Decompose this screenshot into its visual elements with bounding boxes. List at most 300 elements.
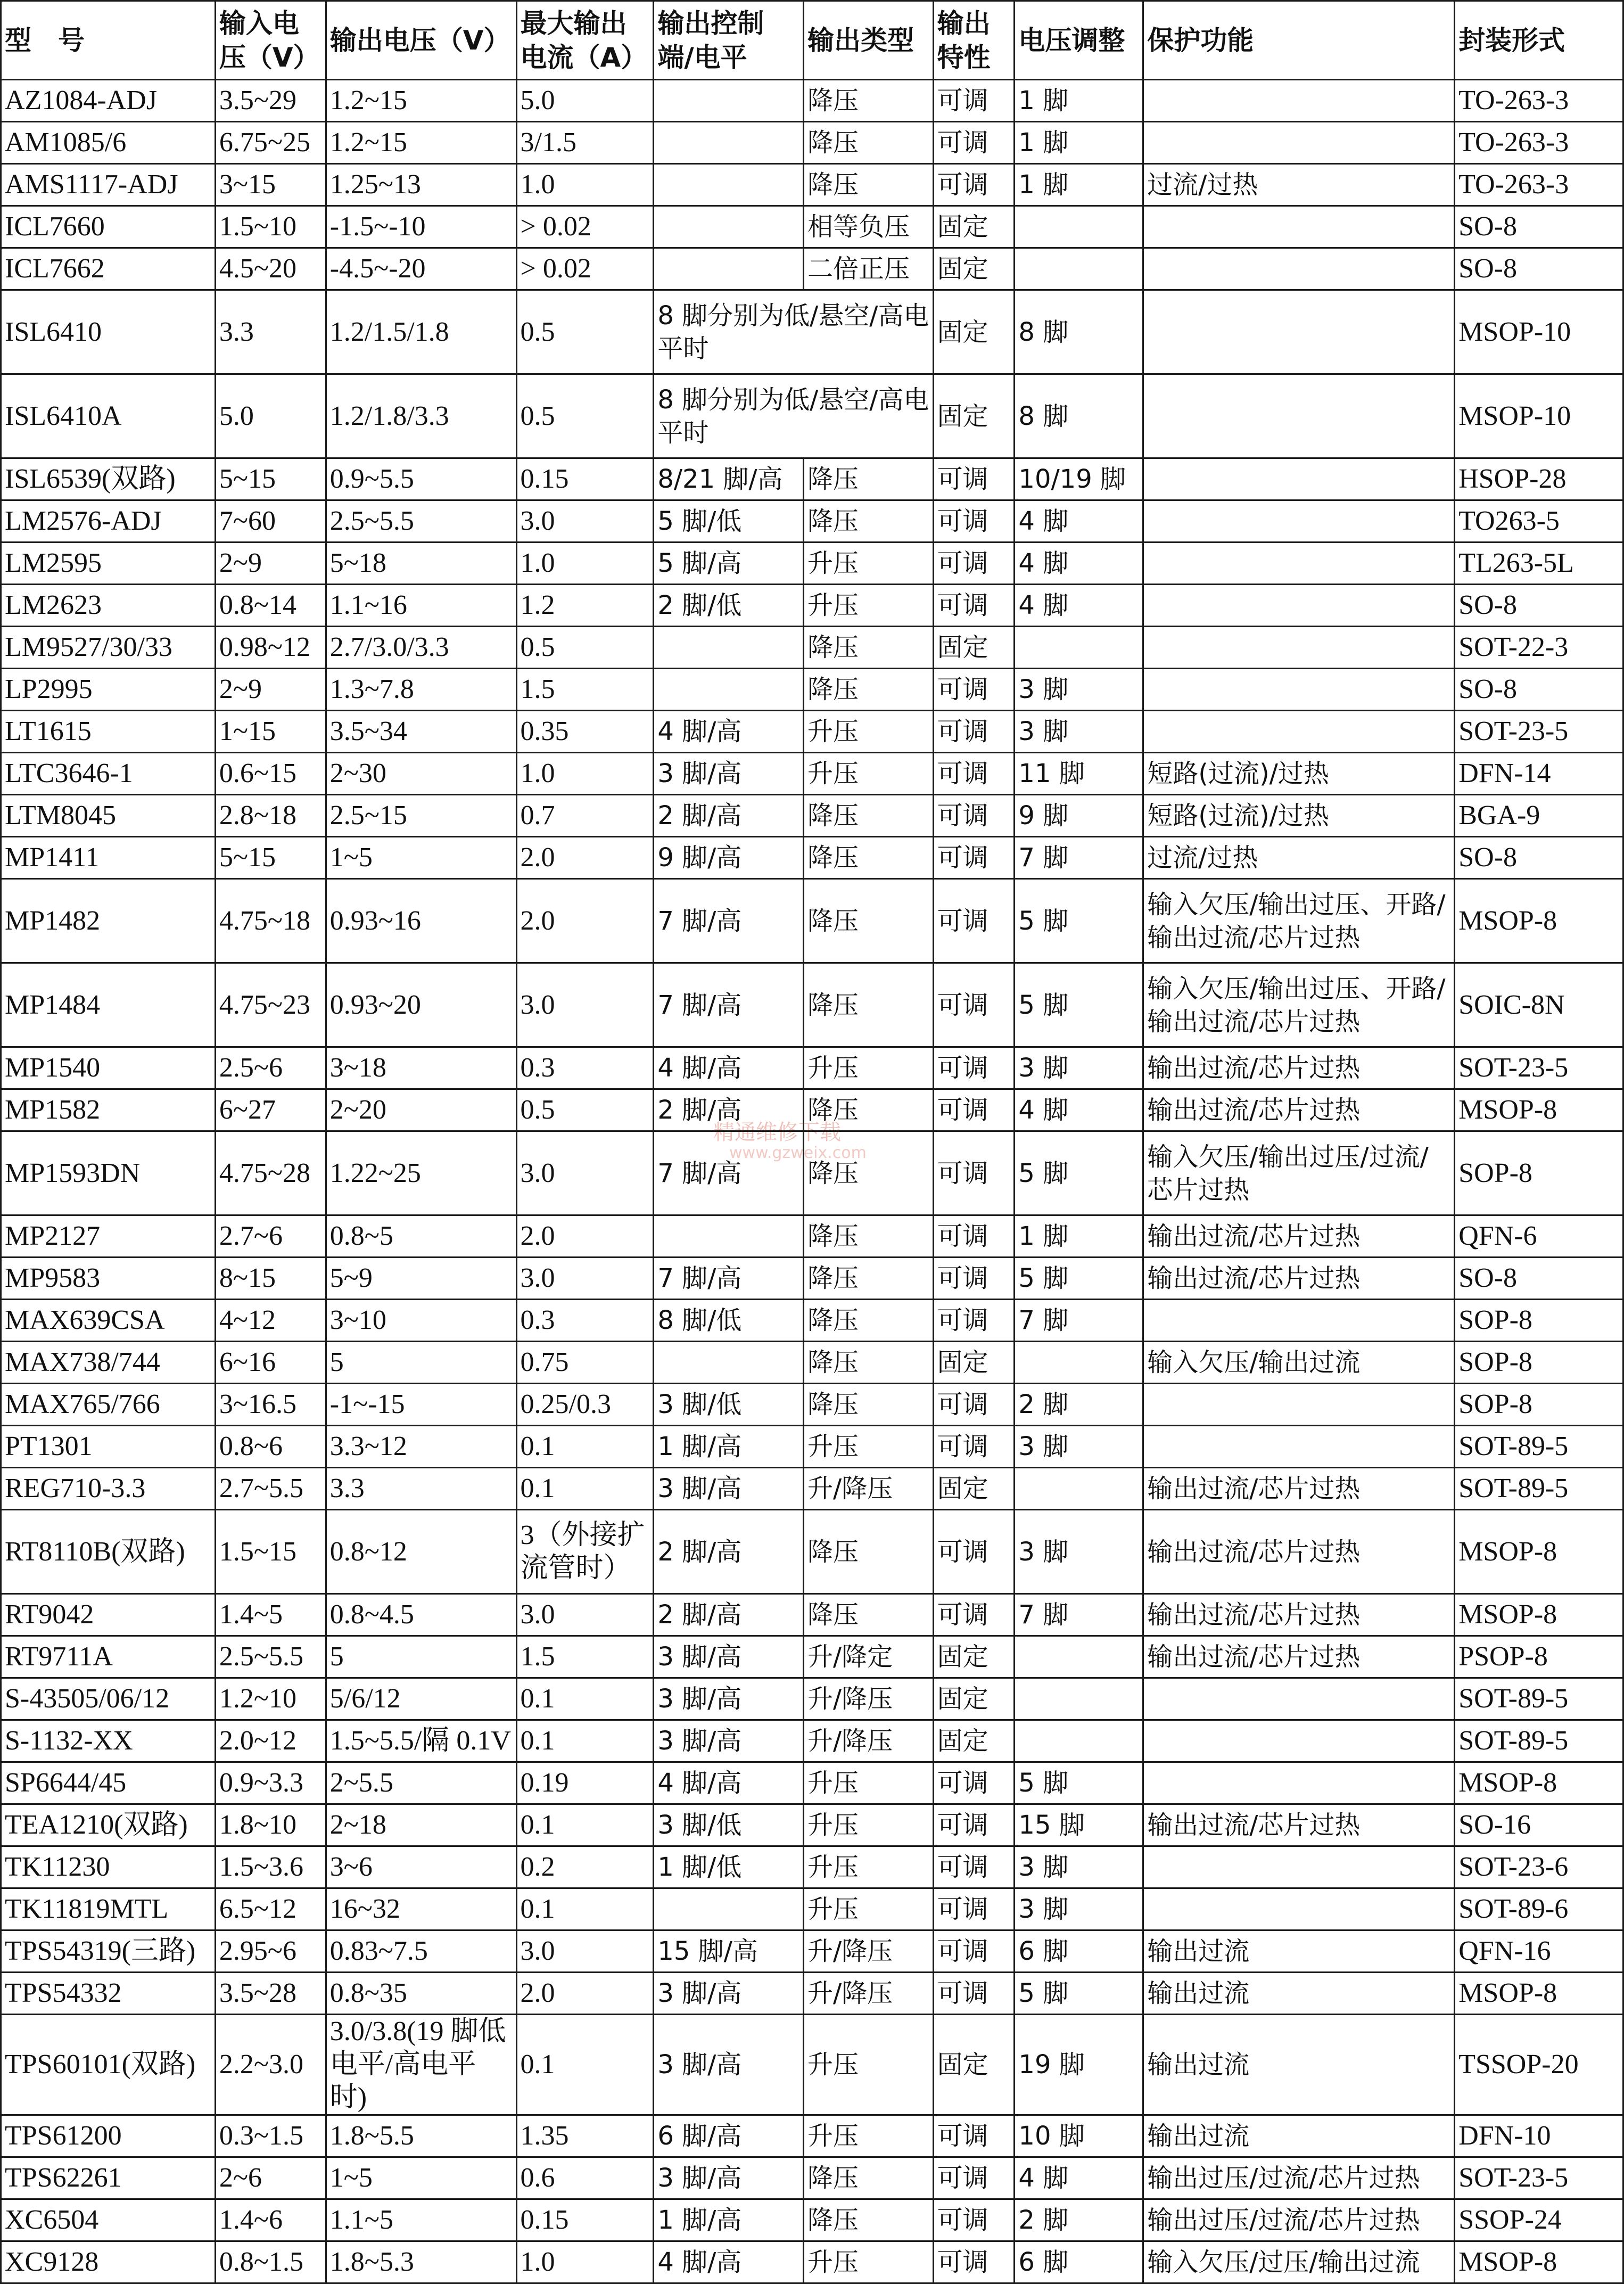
cell-vout: 1.1~5 xyxy=(326,2199,516,2241)
cell-type: 降压 xyxy=(803,627,933,669)
cell-vin: 3.5~29 xyxy=(215,80,326,122)
cell-vout: 2.5~15 xyxy=(326,795,516,837)
table-row xyxy=(1,1089,1623,1131)
cell-model: LM2595 xyxy=(1,543,216,585)
cell-char: 可调 xyxy=(933,1930,1015,1973)
cell-vin: 4~12 xyxy=(215,1300,326,1342)
cell-type: 升/降压 xyxy=(803,1930,933,1973)
cell-vin: 6.75~25 xyxy=(215,122,326,164)
cell-pkg: MSOP-8 xyxy=(1455,1089,1623,1131)
cell-prot xyxy=(1143,374,1455,458)
cell-model: TEA1210(双路) xyxy=(1,1804,216,1846)
cell-model: S-43505/06/12 xyxy=(1,1678,216,1720)
table-row xyxy=(1,585,1623,627)
cell-prot xyxy=(1143,206,1455,248)
cell-char: 固定 xyxy=(933,374,1015,458)
cell-imax: 1.5 xyxy=(516,669,654,711)
cell-adj: 3 脚 xyxy=(1015,1510,1143,1594)
cell-type: 降压 xyxy=(803,500,933,543)
table-row xyxy=(1,1510,1623,1594)
cell-prot: 输出过压/过流/芯片过热 xyxy=(1143,2199,1455,2241)
cell-char: 可调 xyxy=(933,1762,1015,1804)
header-imax: 最大输出电流（A） xyxy=(516,1,654,80)
cell-imax: 0.15 xyxy=(516,458,654,500)
cell-ctrl: 1 脚/高 xyxy=(654,1426,804,1468)
cell-adj xyxy=(1015,1342,1143,1384)
cell-adj xyxy=(1015,1720,1143,1762)
cell-prot xyxy=(1143,585,1455,627)
cell-ctrl: 2 脚/低 xyxy=(654,585,804,627)
cell-vin: 6~27 xyxy=(215,1089,326,1131)
cell-char: 可调 xyxy=(933,837,1015,879)
cell-prot xyxy=(1143,248,1455,290)
cell-adj: 8 脚 xyxy=(1015,374,1143,458)
cell-type: 升压 xyxy=(803,1047,933,1089)
table-row xyxy=(1,1973,1623,2015)
cell-vout: 3.3 xyxy=(326,1468,516,1510)
table-row xyxy=(1,2157,1623,2199)
cell-vin: 1.4~6 xyxy=(215,2199,326,2241)
cell-vin: 4.75~28 xyxy=(215,1131,326,1215)
cell-type: 降压 xyxy=(803,837,933,879)
cell-model: REG710-3.3 xyxy=(1,1468,216,1510)
cell-imax: 1.5 xyxy=(516,1636,654,1678)
cell-char: 固定 xyxy=(933,1342,1015,1384)
cell-pkg: SOT-89-5 xyxy=(1455,1720,1623,1762)
table-row xyxy=(1,1762,1623,1804)
cell-pkg: MSOP-8 xyxy=(1455,1510,1623,1594)
cell-ctrl xyxy=(654,1215,804,1258)
cell-type: 升压 xyxy=(803,753,933,795)
cell-vout: 0.93~16 xyxy=(326,879,516,963)
cell-vout: 1.5~5.5/隔 0.1V xyxy=(326,1720,516,1762)
cell-adj: 15 脚 xyxy=(1015,1804,1143,1846)
cell-ctrl: 3 脚/高 xyxy=(654,2015,804,2115)
cell-model: ISL6410A xyxy=(1,374,216,458)
cell-pkg: SOT-23-6 xyxy=(1455,1846,1623,1888)
cell-char: 固定 xyxy=(933,290,1015,374)
cell-prot: 输出过流 xyxy=(1143,1973,1455,2015)
cell-ctrl: 1 脚/高 xyxy=(654,2199,804,2241)
cell-char: 可调 xyxy=(933,711,1015,753)
cell-prot: 过流/过热 xyxy=(1143,837,1455,879)
cell-imax: 2.0 xyxy=(516,1215,654,1258)
cell-imax: 3（外接扩流管时） xyxy=(516,1510,654,1594)
cell-pkg: TO-263-3 xyxy=(1455,164,1623,206)
cell-adj: 5 脚 xyxy=(1015,879,1143,963)
cell-imax: 2.0 xyxy=(516,837,654,879)
cell-pkg: MSOP-8 xyxy=(1455,2241,1623,2283)
cell-vout: 0.8~35 xyxy=(326,1973,516,2015)
cell-char: 可调 xyxy=(933,1258,1015,1300)
cell-ctrl: 3 脚/高 xyxy=(654,1720,804,1762)
cell-pkg: TO-263-3 xyxy=(1455,80,1623,122)
cell-vout: -1~-15 xyxy=(326,1384,516,1426)
cell-adj: 5 脚 xyxy=(1015,963,1143,1047)
cell-model: MP1540 xyxy=(1,1047,216,1089)
cell-vin: 0.98~12 xyxy=(215,627,326,669)
cell-char: 可调 xyxy=(933,1215,1015,1258)
table-row xyxy=(1,1215,1623,1258)
table-row xyxy=(1,963,1623,1047)
cell-prot: 输出过流/芯片过热 xyxy=(1143,1510,1455,1594)
cell-char: 可调 xyxy=(933,1973,1015,2015)
cell-imax: 0.5 xyxy=(516,374,654,458)
cell-adj: 1 脚 xyxy=(1015,80,1143,122)
cell-char: 可调 xyxy=(933,164,1015,206)
table-row xyxy=(1,80,1623,122)
cell-model: ICL7660 xyxy=(1,206,216,248)
cell-vin: 0.8~6 xyxy=(215,1426,326,1468)
cell-model: LT1615 xyxy=(1,711,216,753)
cell-ctrl: 3 脚/低 xyxy=(654,1804,804,1846)
table-row xyxy=(1,795,1623,837)
cell-prot: 过流/过热 xyxy=(1143,164,1455,206)
cell-imax: 3.0 xyxy=(516,1930,654,1973)
cell-type: 升压 xyxy=(803,1846,933,1888)
table-row xyxy=(1,2241,1623,2283)
cell-adj: 5 脚 xyxy=(1015,1762,1143,1804)
cell-vout: 0.9~5.5 xyxy=(326,458,516,500)
cell-prot xyxy=(1143,711,1455,753)
cell-char: 可调 xyxy=(933,1510,1015,1594)
cell-char: 可调 xyxy=(933,1300,1015,1342)
cell-imax: > 0.02 xyxy=(516,206,654,248)
cell-type: 降压 xyxy=(803,1131,933,1215)
cell-type: 升/降压 xyxy=(803,1678,933,1720)
cell-char: 可调 xyxy=(933,963,1015,1047)
cell-imax: 3/1.5 xyxy=(516,122,654,164)
table-row xyxy=(1,627,1623,669)
cell-ctrl: 3 脚/高 xyxy=(654,1973,804,2015)
cell-adj: 5 脚 xyxy=(1015,1131,1143,1215)
table-row xyxy=(1,2015,1623,2115)
cell-imax: 5.0 xyxy=(516,80,654,122)
cell-char: 可调 xyxy=(933,2199,1015,2241)
header-type: 输出类型 xyxy=(803,1,933,80)
cell-pkg: DFN-10 xyxy=(1455,2115,1623,2157)
cell-pkg: MSOP-8 xyxy=(1455,1762,1623,1804)
cell-type: 降压 xyxy=(803,669,933,711)
cell-vin: 0.9~3.3 xyxy=(215,1762,326,1804)
cell-model: MP1582 xyxy=(1,1089,216,1131)
cell-ctrl xyxy=(654,1342,804,1384)
table-row xyxy=(1,1594,1623,1636)
table-row xyxy=(1,2115,1623,2157)
cell-model: MP1411 xyxy=(1,837,216,879)
header-prot: 保护功能 xyxy=(1143,1,1455,80)
cell-ctrl: 5 脚/高 xyxy=(654,543,804,585)
cell-ctrl: 15 脚/高 xyxy=(654,1930,804,1973)
table-row xyxy=(1,1888,1623,1930)
table-row xyxy=(1,122,1623,164)
cell-ctrl: 3 脚/高 xyxy=(654,2157,804,2199)
cell-imax: 3.0 xyxy=(516,500,654,543)
cell-char: 固定 xyxy=(933,1720,1015,1762)
cell-vout: 1~5 xyxy=(326,837,516,879)
cell-pkg: DFN-14 xyxy=(1455,753,1623,795)
cell-type: 降压 xyxy=(803,458,933,500)
cell-vin: 2.5~5.5 xyxy=(215,1636,326,1678)
cell-pkg: BGA-9 xyxy=(1455,795,1623,837)
table-row xyxy=(1,669,1623,711)
cell-model: MAX639CSA xyxy=(1,1300,216,1342)
table-row xyxy=(1,1131,1623,1215)
cell-model: LTC3646-1 xyxy=(1,753,216,795)
cell-vin: 0.3~1.5 xyxy=(215,2115,326,2157)
cell-prot xyxy=(1143,1720,1455,1762)
cell-adj: 3 脚 xyxy=(1015,711,1143,753)
cell-imax: 0.5 xyxy=(516,290,654,374)
cell-pkg: SOT-23-5 xyxy=(1455,711,1623,753)
cell-type: 降压 xyxy=(803,80,933,122)
cell-prot xyxy=(1143,543,1455,585)
cell-vin: 1.2~10 xyxy=(215,1678,326,1720)
table-row xyxy=(1,1468,1623,1510)
cell-prot: 输入欠压/输出过压/过流/芯片过热 xyxy=(1143,1131,1455,1215)
cell-vout: 5 xyxy=(326,1636,516,1678)
cell-vin: 3.5~28 xyxy=(215,1973,326,2015)
cell-type: 降压 xyxy=(803,2199,933,2241)
cell-ctrl: 7 脚/高 xyxy=(654,963,804,1047)
cell-type: 升/降压 xyxy=(803,1720,933,1762)
cell-vout: 1.25~13 xyxy=(326,164,516,206)
cell-vout: 2~20 xyxy=(326,1089,516,1131)
cell-adj xyxy=(1015,206,1143,248)
cell-pkg: SOT-89-5 xyxy=(1455,1426,1623,1468)
table-row xyxy=(1,1846,1623,1888)
cell-imax: 0.1 xyxy=(516,1720,654,1762)
cell-vout: 5~9 xyxy=(326,1258,516,1300)
table-row xyxy=(1,1047,1623,1089)
cell-prot: 输出过流/芯片过热 xyxy=(1143,1468,1455,1510)
cell-adj: 7 脚 xyxy=(1015,837,1143,879)
cell-model: MP1482 xyxy=(1,879,216,963)
cell-pkg: MSOP-10 xyxy=(1455,290,1623,374)
cell-vin: 2.95~6 xyxy=(215,1930,326,1973)
cell-model: MP2127 xyxy=(1,1215,216,1258)
cell-model: TPS54319(三路) xyxy=(1,1930,216,1973)
cell-model: MP1484 xyxy=(1,963,216,1047)
cell-type: 降压 xyxy=(803,2157,933,2199)
cell-char: 可调 xyxy=(933,1888,1015,1930)
cell-prot xyxy=(1143,1846,1455,1888)
cell-imax: 0.3 xyxy=(516,1047,654,1089)
cell-vout: 5/6/12 xyxy=(326,1678,516,1720)
cell-vin: 5~15 xyxy=(215,837,326,879)
cell-ctrl: 2 脚/高 xyxy=(654,1594,804,1636)
cell-ctrl xyxy=(654,627,804,669)
cell-adj: 7 脚 xyxy=(1015,1594,1143,1636)
cell-prot: 输出过流 xyxy=(1143,1930,1455,1973)
table-row xyxy=(1,1636,1623,1678)
cell-adj: 6 脚 xyxy=(1015,1930,1143,1973)
cell-type: 降压 xyxy=(803,1215,933,1258)
cell-pkg: MSOP-8 xyxy=(1455,1594,1623,1636)
cell-pkg: SOP-8 xyxy=(1455,1300,1623,1342)
cell-imax: 3.0 xyxy=(516,1594,654,1636)
table-row xyxy=(1,1342,1623,1384)
cell-model: RT8110B(双路) xyxy=(1,1510,216,1594)
cell-type: 升/降压 xyxy=(803,1973,933,2015)
cell-type: 升压 xyxy=(803,2241,933,2283)
header-model: 型 号 xyxy=(1,1,216,80)
cell-imax: 0.1 xyxy=(516,1426,654,1468)
cell-char: 固定 xyxy=(933,206,1015,248)
cell-ctrl: 6 脚/高 xyxy=(654,2115,804,2157)
cell-imax: 1.0 xyxy=(516,753,654,795)
cell-pkg: SOT-89-5 xyxy=(1455,1678,1623,1720)
cell-type: 升压 xyxy=(803,711,933,753)
cell-vout: 1.22~25 xyxy=(326,1131,516,1215)
cell-vin: 2.7~6 xyxy=(215,1215,326,1258)
cell-vin: 1.5~15 xyxy=(215,1510,326,1594)
cell-vin: 5.0 xyxy=(215,374,326,458)
table-row xyxy=(1,458,1623,500)
cell-pkg: SOP-8 xyxy=(1455,1131,1623,1215)
cell-pkg: SSOP-24 xyxy=(1455,2199,1623,2241)
table-row xyxy=(1,1384,1623,1426)
cell-char: 固定 xyxy=(933,627,1015,669)
cell-model: LP2995 xyxy=(1,669,216,711)
cell-vout: 16~32 xyxy=(326,1888,516,1930)
cell-prot xyxy=(1143,1384,1455,1426)
cell-adj xyxy=(1015,627,1143,669)
cell-ctrl: 3 脚/高 xyxy=(654,1636,804,1678)
cell-ctrl: 3 脚/低 xyxy=(654,1384,804,1426)
cell-model: ICL7662 xyxy=(1,248,216,290)
cell-prot xyxy=(1143,1762,1455,1804)
cell-ctrl: 2 脚/高 xyxy=(654,1510,804,1594)
cell-model: PT1301 xyxy=(1,1426,216,1468)
cell-char: 可调 xyxy=(933,80,1015,122)
cell-ctrl: 8 脚分别为低/悬空/高电平时 xyxy=(654,290,933,374)
cell-ctrl: 5 脚/低 xyxy=(654,500,804,543)
cell-ctrl xyxy=(654,206,804,248)
cell-adj: 3 脚 xyxy=(1015,1846,1143,1888)
cell-vout: 1.8~5.5 xyxy=(326,2115,516,2157)
cell-type: 降压 xyxy=(803,122,933,164)
cell-char: 可调 xyxy=(933,1131,1015,1215)
cell-imax: 1.0 xyxy=(516,2241,654,2283)
table-row xyxy=(1,1804,1623,1846)
cell-adj: 1 脚 xyxy=(1015,1215,1143,1258)
cell-vout: 1.2~15 xyxy=(326,80,516,122)
cell-vin: 7~60 xyxy=(215,500,326,543)
cell-vout: 2~30 xyxy=(326,753,516,795)
cell-ctrl: 4 脚/高 xyxy=(654,1047,804,1089)
header-char: 输出特性 xyxy=(933,1,1015,80)
cell-imax: 0.1 xyxy=(516,1468,654,1510)
cell-vout: 0.8~12 xyxy=(326,1510,516,1594)
cell-vin: 3.3 xyxy=(215,290,326,374)
cell-vin: 6~16 xyxy=(215,1342,326,1384)
cell-type: 降压 xyxy=(803,1594,933,1636)
cell-model: MP9583 xyxy=(1,1258,216,1300)
cell-model: LM2576-ADJ xyxy=(1,500,216,543)
cell-model: LM2623 xyxy=(1,585,216,627)
cell-pkg: SO-8 xyxy=(1455,669,1623,711)
cell-ctrl: 7 脚/高 xyxy=(654,1258,804,1300)
watermark-line1: 精通维修下载 xyxy=(713,1120,841,1145)
cell-vin: 4.75~23 xyxy=(215,963,326,1047)
cell-pkg: TO263-5 xyxy=(1455,500,1623,543)
cell-vin: 2.5~6 xyxy=(215,1047,326,1089)
cell-vout: 5~18 xyxy=(326,543,516,585)
cell-prot xyxy=(1143,290,1455,374)
cell-vin: 2.7~5.5 xyxy=(215,1468,326,1510)
cell-prot: 输入欠压/输出过压、开路/输出过流/芯片过热 xyxy=(1143,879,1455,963)
cell-imax: 3.0 xyxy=(516,1131,654,1215)
cell-adj: 6 脚 xyxy=(1015,2241,1143,2283)
cell-imax: 0.19 xyxy=(516,1762,654,1804)
cell-vout: -1.5~-10 xyxy=(326,206,516,248)
cell-prot: 短路(过流)/过热 xyxy=(1143,753,1455,795)
cell-ctrl: 9 脚/高 xyxy=(654,837,804,879)
cell-model: TPS61200 xyxy=(1,2115,216,2157)
cell-char: 可调 xyxy=(933,543,1015,585)
cell-prot: 输入欠压/输出过压、开路/输出过流/芯片过热 xyxy=(1143,963,1455,1047)
cell-pkg: SOT-22-3 xyxy=(1455,627,1623,669)
cell-pkg: MSOP-10 xyxy=(1455,374,1623,458)
cell-model: LTM8045 xyxy=(1,795,216,837)
cell-adj xyxy=(1015,1468,1143,1510)
cell-type: 降压 xyxy=(803,1342,933,1384)
cell-prot: 输出过流/芯片过热 xyxy=(1143,1047,1455,1089)
cell-prot xyxy=(1143,669,1455,711)
cell-char: 固定 xyxy=(933,1678,1015,1720)
cell-vout: 5 xyxy=(326,1342,516,1384)
cell-char: 可调 xyxy=(933,1089,1015,1131)
cell-model: S-1132-XX xyxy=(1,1720,216,1762)
cell-prot: 输出过流/芯片过热 xyxy=(1143,1636,1455,1678)
cell-type: 降压 xyxy=(803,1384,933,1426)
cell-imax: 0.2 xyxy=(516,1846,654,1888)
cell-vout: 2.5~5.5 xyxy=(326,500,516,543)
cell-prot: 输出过压/过流/芯片过热 xyxy=(1143,2157,1455,2199)
cell-vin: 0.8~14 xyxy=(215,585,326,627)
table-row xyxy=(1,290,1623,374)
cell-type: 相等负压 xyxy=(803,206,933,248)
cell-type: 降压 xyxy=(803,879,933,963)
header-pkg: 封装形式 xyxy=(1455,1,1623,80)
cell-vin: 2~9 xyxy=(215,543,326,585)
cell-prot: 输出过流/芯片过热 xyxy=(1143,1215,1455,1258)
table-row xyxy=(1,248,1623,290)
cell-char: 可调 xyxy=(933,122,1015,164)
cell-pkg: PSOP-8 xyxy=(1455,1636,1623,1678)
cell-model: AMS1117-ADJ xyxy=(1,164,216,206)
cell-ctrl xyxy=(654,1888,804,1930)
cell-pkg: MSOP-8 xyxy=(1455,1973,1623,2015)
cell-imax: 0.6 xyxy=(516,2157,654,2199)
cell-adj: 5 脚 xyxy=(1015,1973,1143,2015)
cell-adj: 3 脚 xyxy=(1015,1047,1143,1089)
cell-vout: 1.2/1.5/1.8 xyxy=(326,290,516,374)
cell-adj: 4 脚 xyxy=(1015,2157,1143,2199)
cell-ctrl: 3 脚/高 xyxy=(654,753,804,795)
table-row xyxy=(1,2199,1623,2241)
cell-vin: 1.4~5 xyxy=(215,1594,326,1636)
cell-ctrl: 1 脚/低 xyxy=(654,1846,804,1888)
cell-type: 升压 xyxy=(803,543,933,585)
cell-imax: 0.75 xyxy=(516,1342,654,1384)
cell-pkg: HSOP-28 xyxy=(1455,458,1623,500)
cell-model: TPS62261 xyxy=(1,2157,216,2199)
cell-pkg: TSSOP-20 xyxy=(1455,2015,1623,2115)
cell-pkg: SO-8 xyxy=(1455,206,1623,248)
cell-vout: 2~5.5 xyxy=(326,1762,516,1804)
